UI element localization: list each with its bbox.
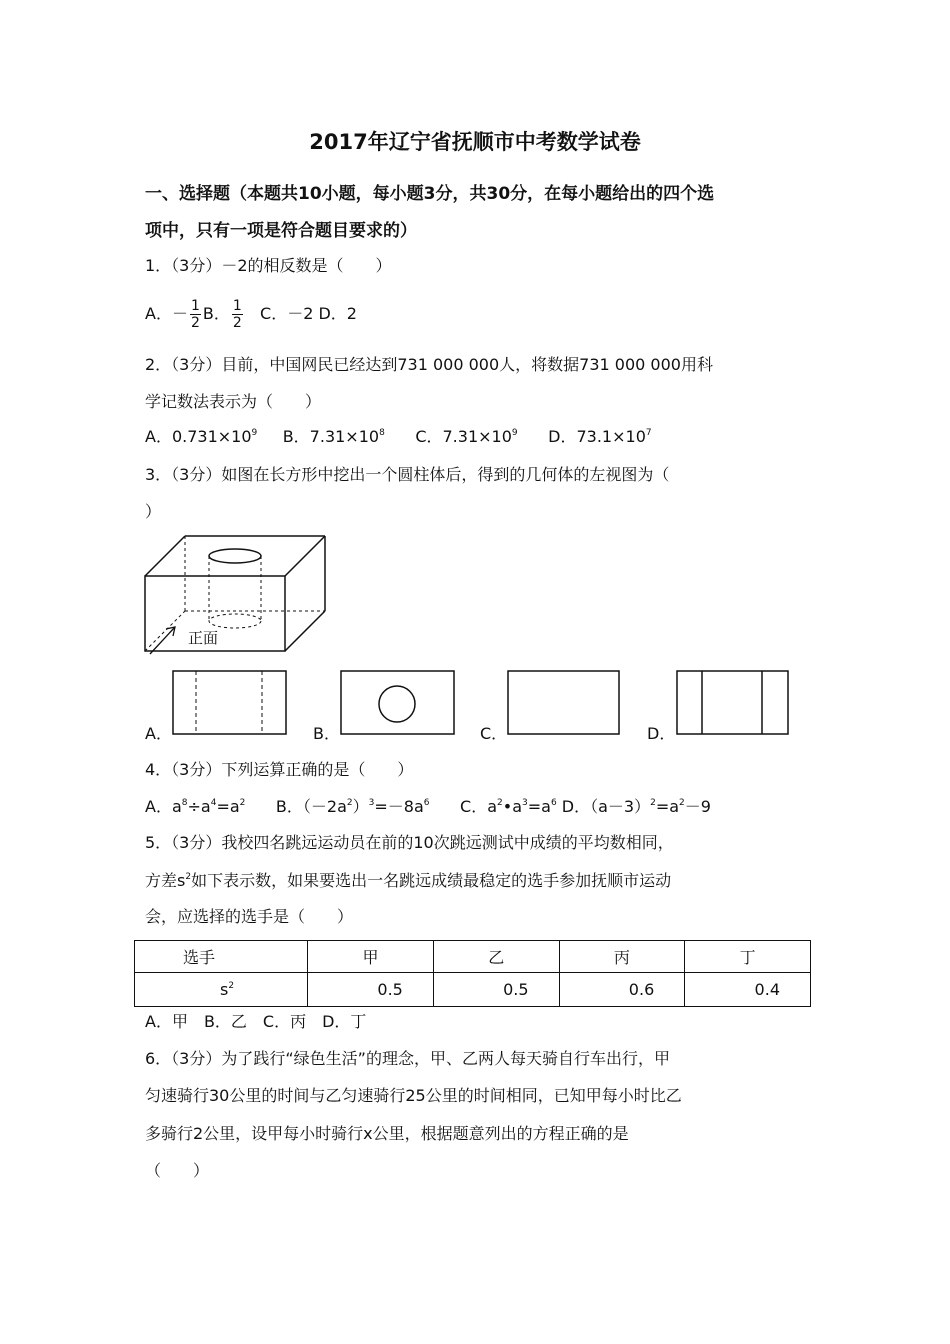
q2-option-a: A．$0.731\times 10^9$ [145,427,258,446]
q1-options [145,296,357,332]
table-cell: 0.5 [433,973,559,1007]
table-header-cell: 丁 [685,941,811,973]
q3-option-c-label: C． [480,724,508,743]
q3-solid-figure [140,530,340,660]
page-title: 2017年辽宁省抚顺市中考数学试卷 [309,130,641,154]
q1-option-a-fraction: $\frac{1}{2}$ [190,298,200,331]
q6-stem-line1: 6．（3分）为了践行“绿色生活”的理念，甲、乙两人每天骑自行车出行，甲 [145,1049,670,1068]
q3-option-c-figure [507,670,623,736]
q6-stem-line4: （ ） [145,1161,210,1180]
table-header-row [135,941,811,973]
q3-option-a-label: A． [145,724,172,743]
table-header-cell: 甲 [308,941,434,973]
q1-options-cd: C．－2 D．2 [260,304,357,323]
q3-stem-line2: ） [145,502,162,521]
table-header-cell: 选手 [135,941,308,973]
q5-stem-line2: 方差$s^2$如下表示数，如果要选出一名跳远成绩最稳定的选手参加抚顺市运动 [145,871,672,890]
q4-option-a: A．$a^8\div a^4=a^2$ [145,797,246,816]
q2-option-c: C．$7.31\times 10^9$ [415,427,518,446]
q1-option-b-fraction: $\frac{1}{2}$ [232,298,242,331]
q1-option-b-prefix: B． [202,304,230,323]
table-cell: 0.6 [559,973,685,1007]
q6-stem-line3: 多骑行2公里，设甲每小时骑行x公里，根据题意列出的方程正确的是 [145,1124,629,1143]
section-header-line2: 项中，只有一项是符合题目要求的） [145,221,417,241]
q4-options [145,796,711,818]
q5-options: A．甲 B．乙 C．丙 D．丁 [145,1012,367,1031]
table-header-cell: 乙 [433,941,559,973]
q4-option-b: B．$(-2a^2)^3=-8a^6$ [275,797,430,816]
q3-option-b-label: B． [313,724,340,743]
q3-option-a-figure [172,670,288,736]
q5-stem-line1: 5．（3分）我校四名跳远运动员在前的10次跳远测试中成绩的平均数相同， [145,833,674,852]
q6-stem-line2: 匀速骑行30公里的时间与乙匀速骑行25公里的时间相同，已知甲每小时比乙 [145,1086,682,1105]
table-row [135,973,811,1007]
table-row-label: $s^2$ [135,973,308,1007]
table-cell: 0.4 [685,973,811,1007]
q3-option-d-figure [676,670,792,736]
q3-front-label: 正面 [188,629,219,647]
q4-stem: 4．（3分）下列运算正确的是（ ） [145,760,414,779]
q4-option-d: D．$(a-3)^2=a^2-9$ [561,797,711,816]
q3-option-d-label: D． [647,724,676,743]
q2-option-d: D．$73.1\times 10^7$ [548,427,652,446]
q2-option-b: B．$7.31\times 10^8$ [282,427,385,446]
q3-stem-line1: 3．（3分）如图在长方形中挖出一个圆柱体后，得到的几何体的左视图为（ [145,465,670,484]
q5-variance-table [134,940,811,1007]
q1-stem: 1．（3分）－2的相反数是（ ） [145,256,392,275]
q2-options [145,426,652,448]
q5-stem-line3: 会，应选择的选手是（ ） [145,907,354,926]
q3-option-b-figure [340,670,456,736]
table-cell: 0.5 [308,973,434,1007]
q1-option-a-prefix: A．－ [145,304,188,323]
q2-stem-line1: 2．（3分）目前，中国网民已经达到731 000 000人，将数据731 000 000用科 [145,355,713,374]
section-header-line1: 一、选择题（本题共10小题，每小题3分，共30分，在每小题给出的四个选 [145,184,715,204]
q4-option-c: C．$a^2•a^3=a^6$ [460,797,557,816]
table-header-cell: 丙 [559,941,685,973]
q2-stem-line2: 学记数法表示为（ ） [145,392,322,411]
